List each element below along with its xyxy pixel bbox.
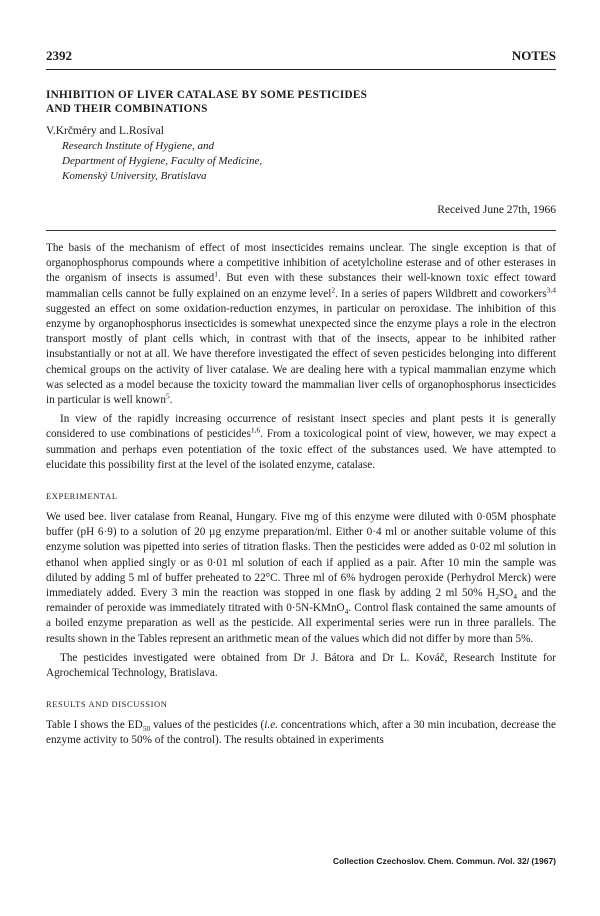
title-line: INHIBITION OF LIVER CATALASE BY SOME PESTICIDES — [46, 89, 368, 101]
affiliation-line: Department of Hygiene, Faculty of Medicine, — [62, 155, 263, 167]
received-date: Received June 27th, 1966 — [437, 204, 556, 216]
section-rule — [46, 230, 556, 231]
page-number: 2392 — [46, 48, 72, 63]
journal-page — [46, 48, 556, 749]
affiliation — [46, 139, 556, 184]
experimental-heading: EXPERIMENTAL — [46, 491, 118, 502]
text-run: Table I shows the ED — [46, 719, 143, 732]
journal-footer: Collection Czechoslov. Chem. Commun. /Vol. 32/ (1967) — [332, 856, 556, 866]
intro-paragraph-1 — [46, 241, 556, 408]
text-run: . But even with these substances their well-known toxic effect toward mammalian cells cannot be fully explained on an enzyme level — [46, 272, 556, 300]
reference-marker: 5 — [165, 391, 170, 401]
text-run: concentrations which, after a 30 min incubation, decrease the enzyme activity to 50% of the control). The results obtained in experiments — [46, 719, 556, 747]
text-run: SO — [498, 587, 514, 600]
experimental-paragraph-2: The pesticides investigated were obtained from Dr J. Bátora and Dr L. Kováč, Research Institute for Agrochemical Technology, Bratislava. — [46, 651, 556, 680]
experimental-paragraph-1 — [46, 510, 556, 647]
italic-abbreviation: i.e. — [264, 719, 278, 732]
text-run: suggested an effect on some oxidation-reduction enzymes, in particular on peroxidase. The inhibition of this enzyme by organophosphorus insecticides is somewhat unexpected since the enzyme plays a role in the electron transport mostly of plant cells which, in contrast with that of the insects, appear to be inhibited rather insubstantially or not at all. We have therefore investigated the effect of seven pesticides belonging into different chemical groups on the activity of liver catalase. We are dealing here with a typical mammalian enzyme which was selected as a model because the toxicity toward the mammalian liver cells of organophosphorus insecticides in particular is well known — [46, 302, 556, 407]
reference-marker: 2 — [331, 284, 336, 294]
text-run: and the remainder of peroxide was immediately titrated with 0·5N-KMnO — [46, 587, 557, 615]
authors: V.Krčméry and L.Rosíval — [46, 125, 164, 137]
header-rule — [46, 69, 556, 70]
subscript: 2 — [495, 592, 499, 602]
running-header — [46, 48, 556, 64]
reference-marker: 1 — [214, 269, 218, 279]
intro-paragraph-2 — [46, 412, 556, 473]
subscript: 50 — [142, 724, 151, 734]
section-label: NOTES — [511, 48, 556, 63]
subscript: 4 — [344, 607, 349, 617]
title-line: AND THEIR COMBINATIONS — [46, 103, 208, 115]
subscript: 4 — [513, 592, 518, 602]
reference-marker: 3,4 — [546, 284, 557, 294]
text-run: . In a series of papers Wildbrett and coworkers — [335, 287, 547, 300]
affiliation-line: Research Institute of Hygiene, and — [62, 140, 215, 152]
results-paragraph-1 — [46, 718, 556, 748]
text-run: The basis of the mechanism of effect of most insecticides remains unclear. The single exception is that of organophosphorus compounds where a competitive inhibition of acetylcholine esterase and of other esterases in the organism of insects is assumed — [46, 242, 556, 285]
text-run: . From a toxicological point of view, however, we may expect a summation and perhaps even potentiation of the toxic effect of the substances used. We have attempted to elucidate this possibility first at the level of the isolated enzyme, catalase. — [46, 428, 556, 471]
affiliation-line: Komenský University, Bratislava — [62, 170, 207, 182]
results-heading: RESULTS AND DISCUSSION — [46, 699, 168, 710]
text-run: In view of the rapidly increasing occurrence of resistant insect species and plant pests it is generally considered to use combinations of pesticides — [46, 413, 556, 441]
text-run: . — [169, 394, 173, 407]
text-run: . Control flask contained the same amounts of a boiled enzyme preparation as well as the pesticide. All experimental series were run in three parallels. The results shown in the Tables represent an arithmetic mean of the values which did not differ by more than 5%. — [46, 602, 556, 645]
article-title — [46, 88, 556, 116]
text-run: values of the pesticides ( — [150, 719, 265, 732]
reference-marker: 1,6 — [250, 425, 261, 435]
text-run: We used bee. liver catalase from Reanal, Hungary. Five mg of this enzyme were diluted with 0·05M phosphate buffer (pH 6·9) to a solution of 20 µg enzyme preparation/ml. Either 0·4 ml or another suitable volume of this enzyme solution was pipetted into series of titration flasks. Then the pesticides were added as 0·02 ml solution in ethanol when applied singly or as 0·01 ml solution of each if applied as a pair. After 10 min the sample was diluted by adding 5 ml of buffer preheated to 22°C. Three ml of 6% hydrogen peroxide (Perhydrol Merck) were immediately added. Every 3 min the reaction was stopped in one flask by adding 2 ml 50% H — [46, 511, 556, 600]
